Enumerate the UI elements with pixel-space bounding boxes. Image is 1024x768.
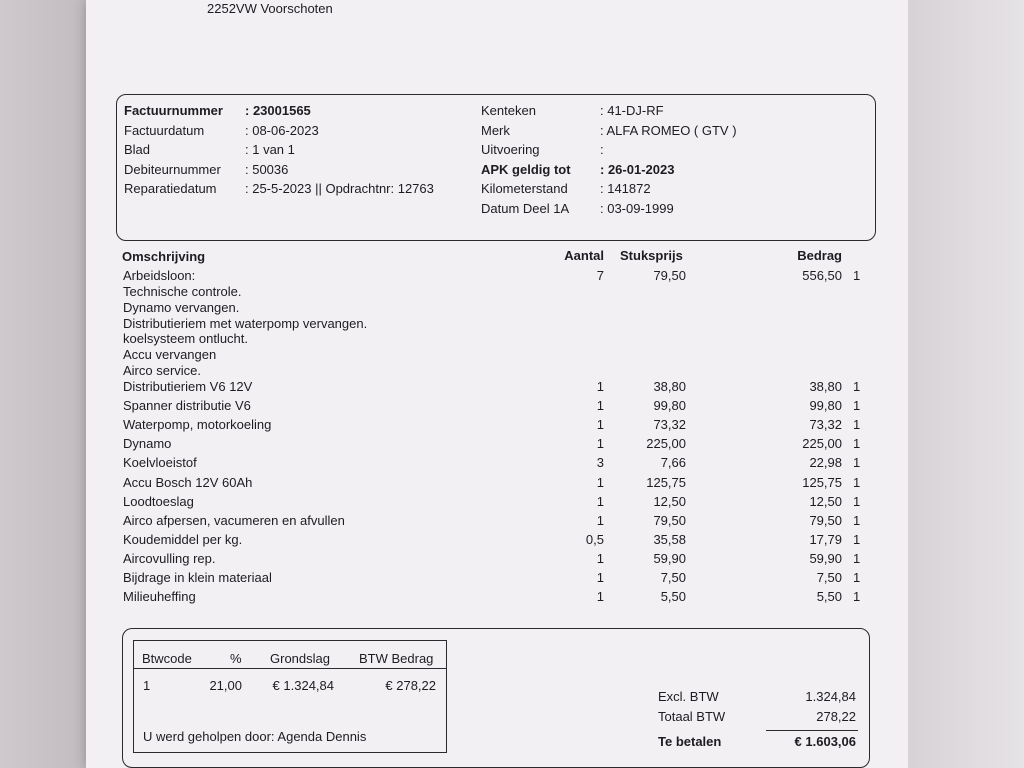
item-description: Dynamo — [123, 436, 172, 452]
btw-row-pct: 21,00 — [209, 678, 242, 693]
item-description: Dynamo vervangen. — [123, 300, 240, 315]
item-stuksprijs: 79,50 — [653, 268, 686, 283]
item-description: Airco service. — [123, 363, 202, 378]
item-description: Technische controle. — [123, 284, 242, 299]
total-underline — [766, 730, 858, 731]
item-btw-code: 1 — [853, 589, 861, 605]
header-label: Blad — [124, 142, 151, 158]
header-value: : 08-06-2023 — [245, 122, 319, 138]
item-stuksprijs: 35,58 — [653, 531, 686, 547]
item-description: Koelvloeistof — [123, 455, 197, 471]
btw-row-bedrag: € 278,22 — [385, 678, 436, 693]
item-description: Milieuheffing — [123, 589, 196, 605]
item-description: Distributieriem V6 12V — [123, 379, 253, 394]
item-description: Accu vervangen — [123, 347, 217, 362]
col-aantal: Aantal — [564, 248, 604, 263]
item-description: Distributieriem met waterpomp vervangen. — [123, 316, 368, 331]
item-stuksprijs: 5,50 — [660, 589, 686, 605]
item-description: Loodtoeslag — [123, 493, 194, 509]
item-btw-code: 1 — [853, 417, 861, 433]
item-aantal: 1 — [596, 436, 604, 452]
header-label: Merk — [481, 122, 510, 138]
col-omschrijving: Omschrijving — [122, 249, 206, 264]
item-bedrag: 38,80 — [809, 379, 842, 394]
item-aantal: 7 — [596, 268, 604, 283]
item-description: koelsysteem ontlucht. — [123, 331, 249, 346]
item-btw-code: 1 — [853, 570, 861, 585]
header-label: APK geldig tot — [481, 161, 571, 177]
item-description: Bijdrage in klein materiaal — [123, 570, 272, 585]
total-value: 1.324,84 — [805, 689, 856, 704]
header-value: : 23001565 — [245, 103, 311, 118]
item-bedrag: 17,79 — [809, 531, 842, 547]
total-value: 278,22 — [816, 709, 856, 724]
item-bedrag: 7,50 — [816, 570, 842, 585]
item-description: Waterpomp, motorkoeling — [123, 417, 272, 433]
item-aantal: 1 — [596, 550, 604, 566]
address-line: 2252VW Voorschoten — [207, 1, 333, 16]
item-description: Spanner distributie V6 — [123, 398, 251, 414]
item-description: Arbeidsloon: — [123, 268, 196, 283]
item-aantal: 1 — [596, 493, 604, 509]
header-value: : 41-DJ-RF — [600, 103, 664, 118]
total-label: Totaal BTW — [658, 709, 726, 724]
item-btw-code: 1 — [853, 474, 861, 490]
item-bedrag: 125,75 — [802, 474, 842, 490]
item-btw-code: 1 — [853, 398, 861, 414]
item-stuksprijs: 225,00 — [646, 436, 686, 452]
header-label: Debiteurnummer — [124, 161, 221, 177]
col-bedrag: Bedrag — [797, 248, 842, 263]
header-label: Reparatiedatum — [124, 181, 217, 197]
header-label: Datum Deel 1A — [481, 201, 570, 216]
btw-row-code: 1 — [143, 678, 151, 693]
total-label: Excl. BTW — [658, 689, 719, 704]
header-label: Kenteken — [481, 103, 536, 118]
item-bedrag: 79,50 — [809, 512, 842, 528]
btw-header-grondslag: Grondslag — [270, 651, 330, 666]
item-bedrag: 99,80 — [809, 398, 842, 414]
total-label: Te betalen — [658, 734, 722, 749]
header-value: : 25-5-2023 || Opdrachtnr: 12763 — [245, 181, 434, 197]
item-btw-code: 1 — [853, 455, 861, 471]
item-description: Airco afpersen, vacumeren en afvullen — [123, 512, 345, 528]
btw-header-pct: % — [230, 651, 242, 666]
header-value: : 03-09-1999 — [600, 201, 674, 216]
item-stuksprijs: 7,50 — [660, 570, 686, 585]
item-bedrag: 225,00 — [802, 436, 842, 452]
header-label: Uitvoering — [481, 142, 540, 158]
btw-header-bedrag: BTW Bedrag — [359, 651, 434, 666]
item-btw-code: 1 — [853, 531, 861, 547]
item-btw-code: 1 — [853, 436, 861, 452]
header-label: Factuurdatum — [124, 122, 205, 138]
header-value: : ALFA ROMEO ( GTV ) — [600, 122, 737, 138]
item-aantal: 1 — [596, 570, 604, 585]
item-stuksprijs: 125,75 — [646, 474, 686, 490]
item-stuksprijs: 73,32 — [653, 417, 686, 433]
item-bedrag: 5,50 — [816, 589, 842, 605]
item-stuksprijs: 59,90 — [653, 550, 686, 566]
item-bedrag: 12,50 — [809, 493, 842, 509]
header-value: : 141872 — [600, 181, 651, 197]
item-btw-code: 1 — [853, 512, 861, 528]
item-aantal: 1 — [596, 589, 604, 605]
col-stuksprijs: Stuksprijs — [620, 248, 683, 263]
header-value: : — [600, 142, 604, 158]
item-stuksprijs: 7,66 — [660, 455, 686, 471]
background-left — [0, 0, 86, 768]
header-value: : 50036 — [245, 161, 289, 177]
item-stuksprijs: 79,50 — [653, 512, 686, 528]
header-label: Kilometerstand — [481, 181, 568, 197]
item-stuksprijs: 38,80 — [653, 379, 686, 394]
item-btw-code: 1 — [853, 379, 861, 394]
item-aantal: 0,5 — [585, 531, 604, 547]
total-value: € 1.603,06 — [794, 734, 856, 749]
item-btw-code: 1 — [853, 550, 861, 566]
helped-by: U werd geholpen door: Agenda Dennis — [143, 729, 367, 744]
item-btw-code: 1 — [853, 493, 861, 509]
background-right — [908, 0, 1024, 768]
item-description: Accu Bosch 12V 60Ah — [123, 474, 253, 490]
item-btw-code: 1 — [853, 268, 861, 283]
item-bedrag: 22,98 — [809, 455, 842, 471]
item-aantal: 1 — [596, 417, 604, 433]
item-description: Koudemiddel per kg. — [123, 531, 243, 547]
item-aantal: 3 — [596, 455, 604, 471]
item-description: Aircovulling rep. — [123, 550, 216, 566]
header-value: : 26-01-2023 — [600, 161, 675, 177]
item-aantal: 1 — [596, 379, 604, 394]
btw-table-divider — [133, 668, 447, 669]
item-bedrag: 556,50 — [802, 268, 842, 283]
item-bedrag: 73,32 — [809, 417, 842, 433]
item-stuksprijs: 12,50 — [653, 493, 686, 509]
header-value: : 1 van 1 — [245, 142, 295, 158]
item-stuksprijs: 99,80 — [653, 398, 686, 414]
btw-row-grondslag: € 1.324,84 — [272, 678, 334, 693]
btw-header-code: Btwcode — [142, 651, 192, 666]
item-bedrag: 59,90 — [809, 550, 842, 566]
header-label: Factuurnummer — [124, 103, 223, 118]
item-aantal: 1 — [596, 512, 604, 528]
item-aantal: 1 — [596, 398, 604, 414]
item-aantal: 1 — [596, 474, 604, 490]
